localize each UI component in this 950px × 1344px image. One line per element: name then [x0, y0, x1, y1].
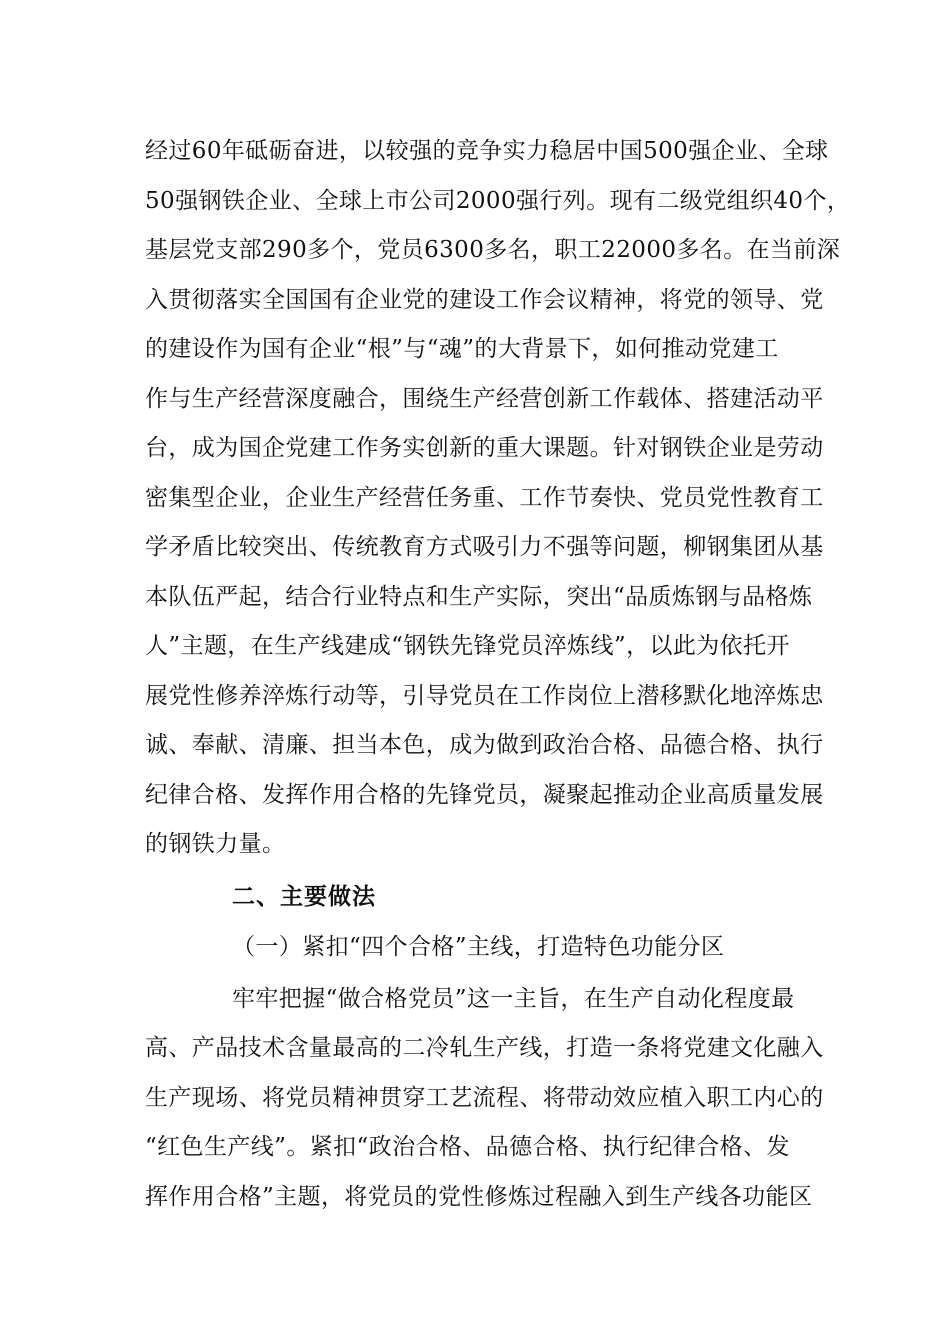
paragraph-line: 基层党支部290多个，党员6300多名，职工22000多名。在当前深 [145, 237, 841, 263]
paragraph-line: 人”主题，在生产线建成“钢铁先锋党员淬炼线”，以此为依托开 [145, 633, 790, 659]
paragraph-line: 牢牢把握“做合格党员”这一主旨，在生产自动化程度最 [232, 986, 795, 1012]
paragraph-line: 的钢铁力量。 [145, 831, 286, 857]
paragraph-line: 经过60年砥砺奋进，以较强的竞争实力稳居中国500强企业、全球 [145, 138, 829, 164]
paragraph-line: 本队伍严起，结合行业特点和生产实际，突出“品质炼钢与品格炼 [145, 584, 813, 610]
paragraph-line: 学矛盾比较突出、传统教育方式吸引力不强等问题，柳钢集团从基 [145, 534, 824, 560]
subsection-heading: （一）紧扣“四个合格”主线，打造特色功能分区 [232, 934, 725, 960]
paragraph-line: 纪律合格、发挥作用合格的先锋党员，凝聚起推动企业高质量发展 [145, 782, 824, 808]
paragraph-line: 诚、奉献、清廉、担当本色，成为做到政治合格、品德合格、执行 [145, 732, 824, 758]
paragraph-line: 高、产品技术含量最高的二冷轧生产线，打造一条将党建文化融入 [145, 1035, 824, 1061]
paragraph-line: 生产现场、将党员精神贯穿工艺流程、将带动效应植入职工内心的 [145, 1085, 824, 1111]
paragraph-line: 入贯彻落实全国国有企业党的建设工作会议精神，将党的领导、党 [145, 287, 824, 313]
paragraph-line: “红色生产线”。紧扣“政治合格、品德合格、执行纪律合格、发 [145, 1134, 790, 1160]
paragraph-line: 展党性修养淬炼行动等，引导党员在工作岗位上潜移默化地淬炼忠 [145, 683, 824, 709]
paragraph-line: 台，成为国企党建工作务实创新的重大课题。针对钢铁企业是劳动 [145, 435, 824, 461]
section-heading: 二、主要做法 [232, 884, 376, 910]
paragraph-line: 50强钢铁企业、全球上市公司2000强行列。现有二级党组织40个， [145, 188, 851, 214]
paragraph-line: 的建设作为国有企业“根”与“魂”的大背景下，如何推动党建工 [145, 336, 779, 362]
paragraph-line: 挥作用合格”主题，将党员的党性修炼过程融入到生产线各功能区 [145, 1184, 813, 1210]
paragraph-line: 密集型企业，企业生产经营任务重、工作节奏快、党员党性教育工 [145, 485, 824, 511]
paragraph-line: 作与生产经营深度融合，围绕生产经营创新工作载体、搭建活动平 [145, 386, 824, 412]
